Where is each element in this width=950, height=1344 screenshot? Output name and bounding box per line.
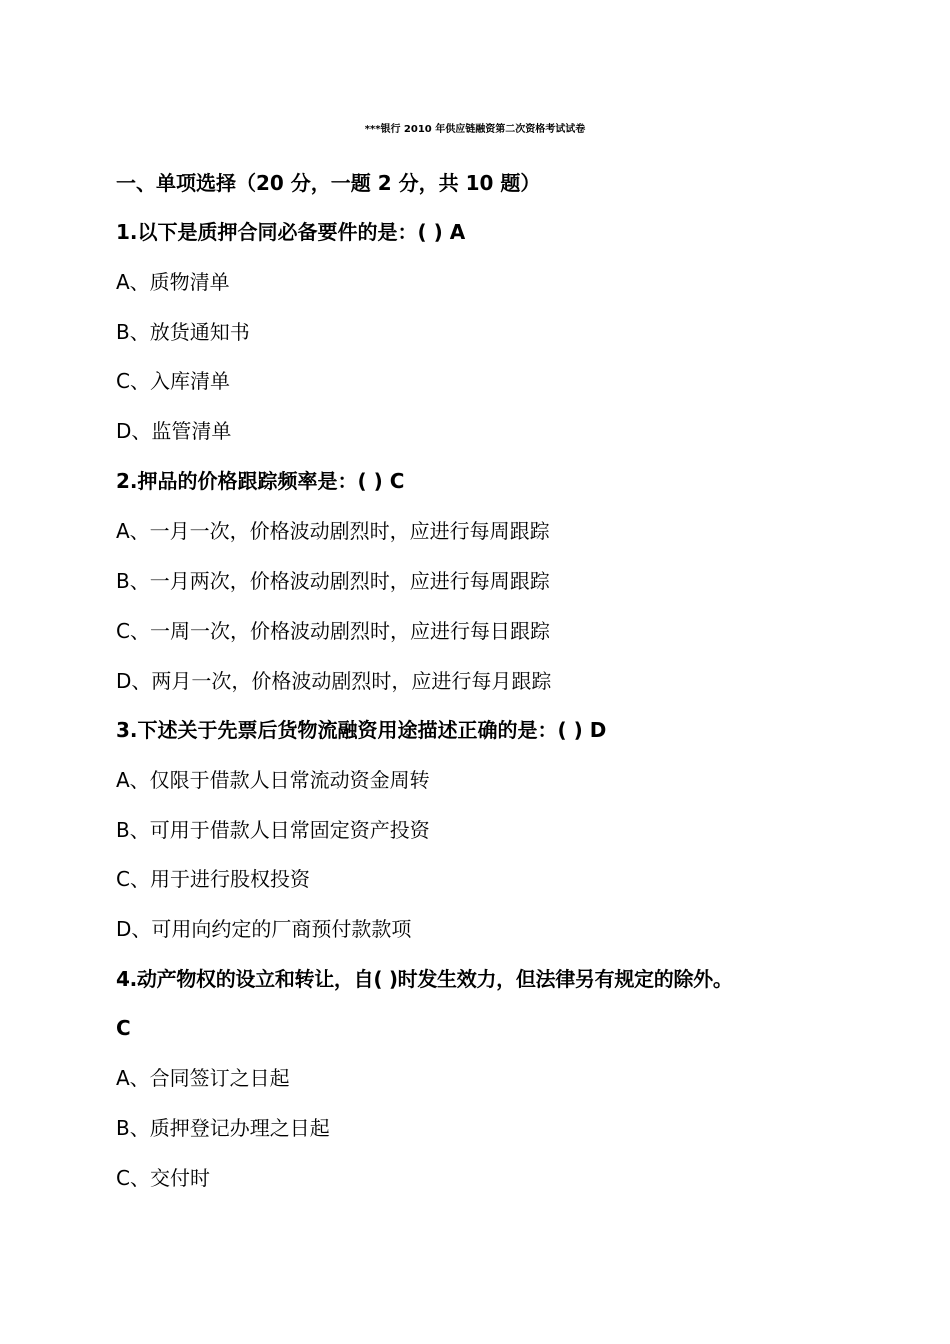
question-3-option-b: B、可用于借款人日常固定资产投资: [116, 818, 430, 842]
question-3-option-c: C、用于进行股权投资: [116, 867, 310, 891]
section-heading: 一、单项选择（20 分，一题 2 分，共 10 题）: [116, 171, 541, 195]
question-4-option-a: A、合同签订之日起: [116, 1066, 290, 1090]
question-3-stem: 3.下述关于先票后货物流融资用途描述正确的是：( ) D: [116, 718, 607, 742]
question-3-option-a: A、仅限于借款人日常流动资金周转: [116, 768, 430, 792]
question-2-option-c: C、一周一次，价格波动剧烈时，应进行每日跟踪: [116, 619, 550, 643]
question-4-option-c: C、交付时: [116, 1166, 210, 1190]
question-4-option-b: B、质押登记办理之日起: [116, 1116, 330, 1140]
question-4-answer: C: [116, 1016, 131, 1040]
question-3-option-d: D、可用向约定的厂商预付款款项: [116, 917, 412, 941]
question-1-option-c: C、入库清单: [116, 369, 230, 393]
question-1-option-b: B、放货通知书: [116, 320, 250, 344]
question-2-option-d: D、两月一次，价格波动剧烈时，应进行每月跟踪: [116, 669, 552, 693]
question-1-option-d: D、监管清单: [116, 419, 232, 443]
question-2-option-b: B、一月两次，价格波动剧烈时，应进行每周跟踪: [116, 569, 550, 593]
question-2-option-a: A、一月一次，价格波动剧烈时，应进行每周跟踪: [116, 519, 550, 543]
exam-title: ***银行 2010 年供应链融资第二次资格考试试卷: [364, 124, 586, 135]
question-2-stem: 2.押品的价格跟踪频率是：( ) C: [116, 469, 405, 493]
question-1-option-a: A、质物清单: [116, 270, 230, 294]
question-4-stem: 4.动产物权的设立和转让，自( )时发生效力，但法律另有规定的除外。: [116, 967, 733, 991]
question-1-stem: 1.以下是质押合同必备要件的是：( ) A: [116, 220, 466, 244]
